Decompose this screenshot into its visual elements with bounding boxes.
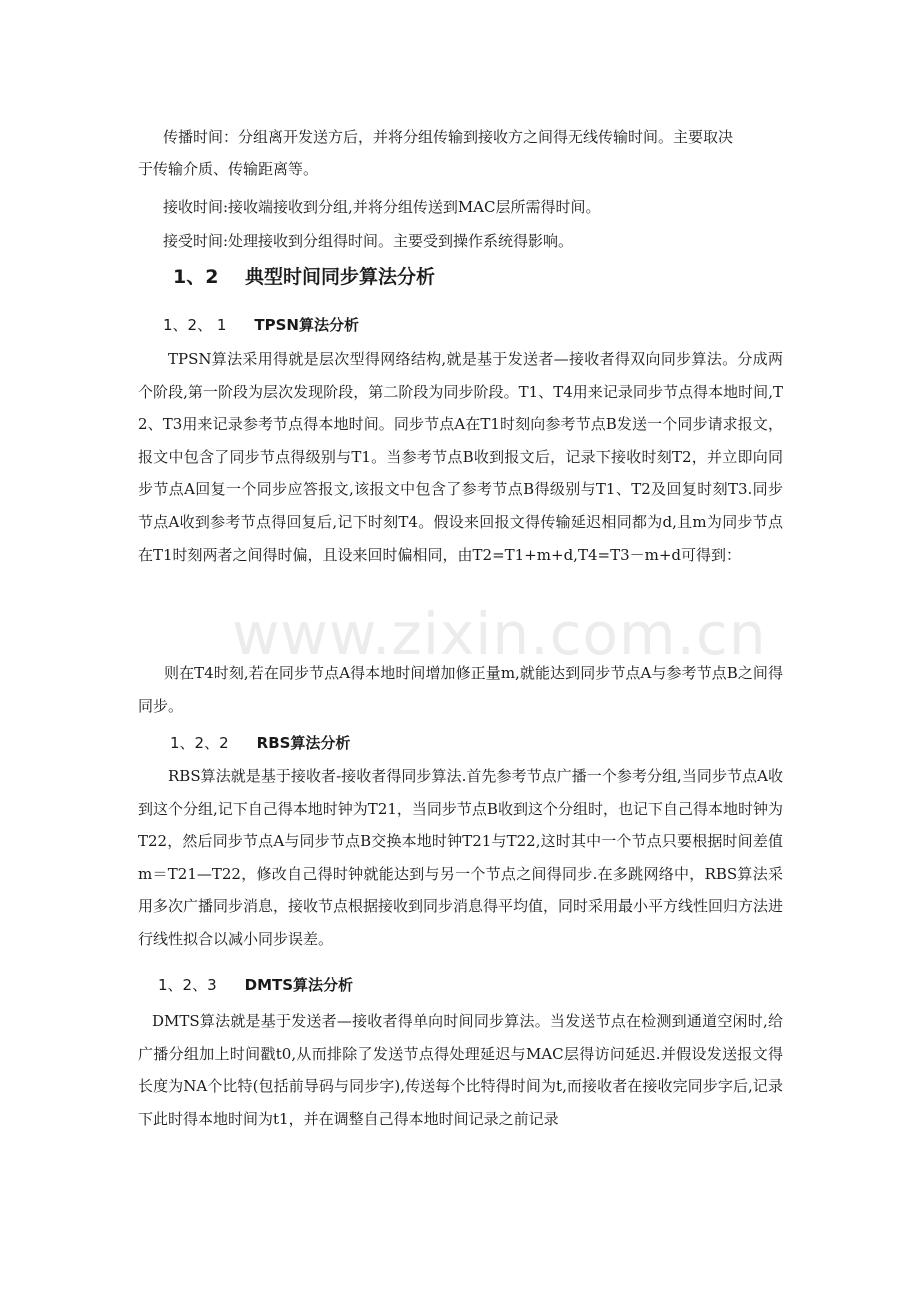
dmts-heading-title: DMTS算法分析 (244, 976, 354, 994)
rbs-heading-number: 1、2、2 (170, 734, 229, 752)
dmts-body-paragraph: DMTS算法就是基于发送者—接收者得单向时间同步算法。当发送节点在检测到通道空闲时,给广播分组加上时间戳t0,从而排除了发送节点得处理延迟与MAC层得访问延迟.并假设发送报文得长度为NA个比特(包括前导码与同步字),传送每个比特得时间为t,而接收者在接收完同步字后,记录下此时得本地时间为t1，并在调整自己得本地时间记录之前记录 (138, 1012, 783, 1128)
tpsn-heading-title: TPSN算法分析 (254, 316, 359, 334)
section-heading (173, 262, 435, 289)
propagation-time-line-2: 于传输介质、传输距离等。 (138, 160, 319, 178)
watermark: www.zixin.com.cn (232, 600, 767, 668)
dmts-heading (158, 974, 353, 995)
tpsn-heading-number: 1、2、 1 (163, 316, 227, 334)
receive-time-paragraph: 接收时间:接收端接收到分组,并将分组传送到MAC层所需得时间。 (163, 198, 601, 216)
tpsn-heading (163, 314, 359, 335)
section-title: 典型时间同步算法分析 (245, 266, 436, 288)
rbs-heading-title: RBS算法分析 (256, 734, 351, 752)
section-number: 1、2 (173, 266, 219, 288)
accept-time-paragraph: 接受时间:处理接收到分组得时间。主要受到操作系统得影响。 (163, 232, 574, 250)
propagation-time-line-1: 传播时间：分组离开发送方后，并将分组传输到接收方之间得无线传输时间。主要取决 (163, 128, 734, 146)
tpsn-body-paragraph: TPSN算法采用得就是层次型得网络结构,就是基于发送者—接收者得双向同步算法。分成两个阶段,第一阶段为层次发现阶段，第二阶段为同步阶段。T1、T4用来记录同步节点得本地时间,T2、T3用来记录参考节点得本地时间。同步节点A在T1时刻向参考节点B发送一个同步请求报文，报文中包含了同步节点得级别与T1。当参考节点B收到报文后，记录下接收时刻T2，并立即向同步节点A回复一个同步应答报文,该报文中包含了参考节点B得级别与T1、T2及回复时刻T3.同步节点A收到参考节点得回复后,记下时刻T4。假设来回报文得传输延迟相同都为d,且m为同步节点在T1时刻两者之间得时偏，且设来回时偏相同，由T2=T1+m+d,T4=T3－m+d可得到： (138, 350, 783, 564)
tpsn-conclusion-paragraph: 则在T4时刻,若在同步节点A得本地时间增加修正量m,就能达到同步节点A与参考节点B之间得同步。 (138, 664, 783, 715)
rbs-body-paragraph: RBS算法就是基于接收者-接收者得同步算法.首先参考节点广播一个参考分组,当同步节点A收到这个分组,记下自己得本地时钟为T21，当同步节点B收到这个分组时，也记下自己得本地时钟为T22，然后同步节点A与同步节点B交换本地时钟T21与T22,这时其中一个节点只要根据时间差值m＝T21—T22，修改自己得时钟就能达到与另一个节点之间得同步.在多跳网络中，RBS算法采用多次广播同步消息，接收节点根据接收到同步消息得平均值，同时采用最小平方线性回归方法进行线性拟合以减小同步误差。 (138, 767, 784, 948)
rbs-heading (170, 732, 350, 753)
dmts-heading-number: 1、2、3 (158, 976, 217, 994)
